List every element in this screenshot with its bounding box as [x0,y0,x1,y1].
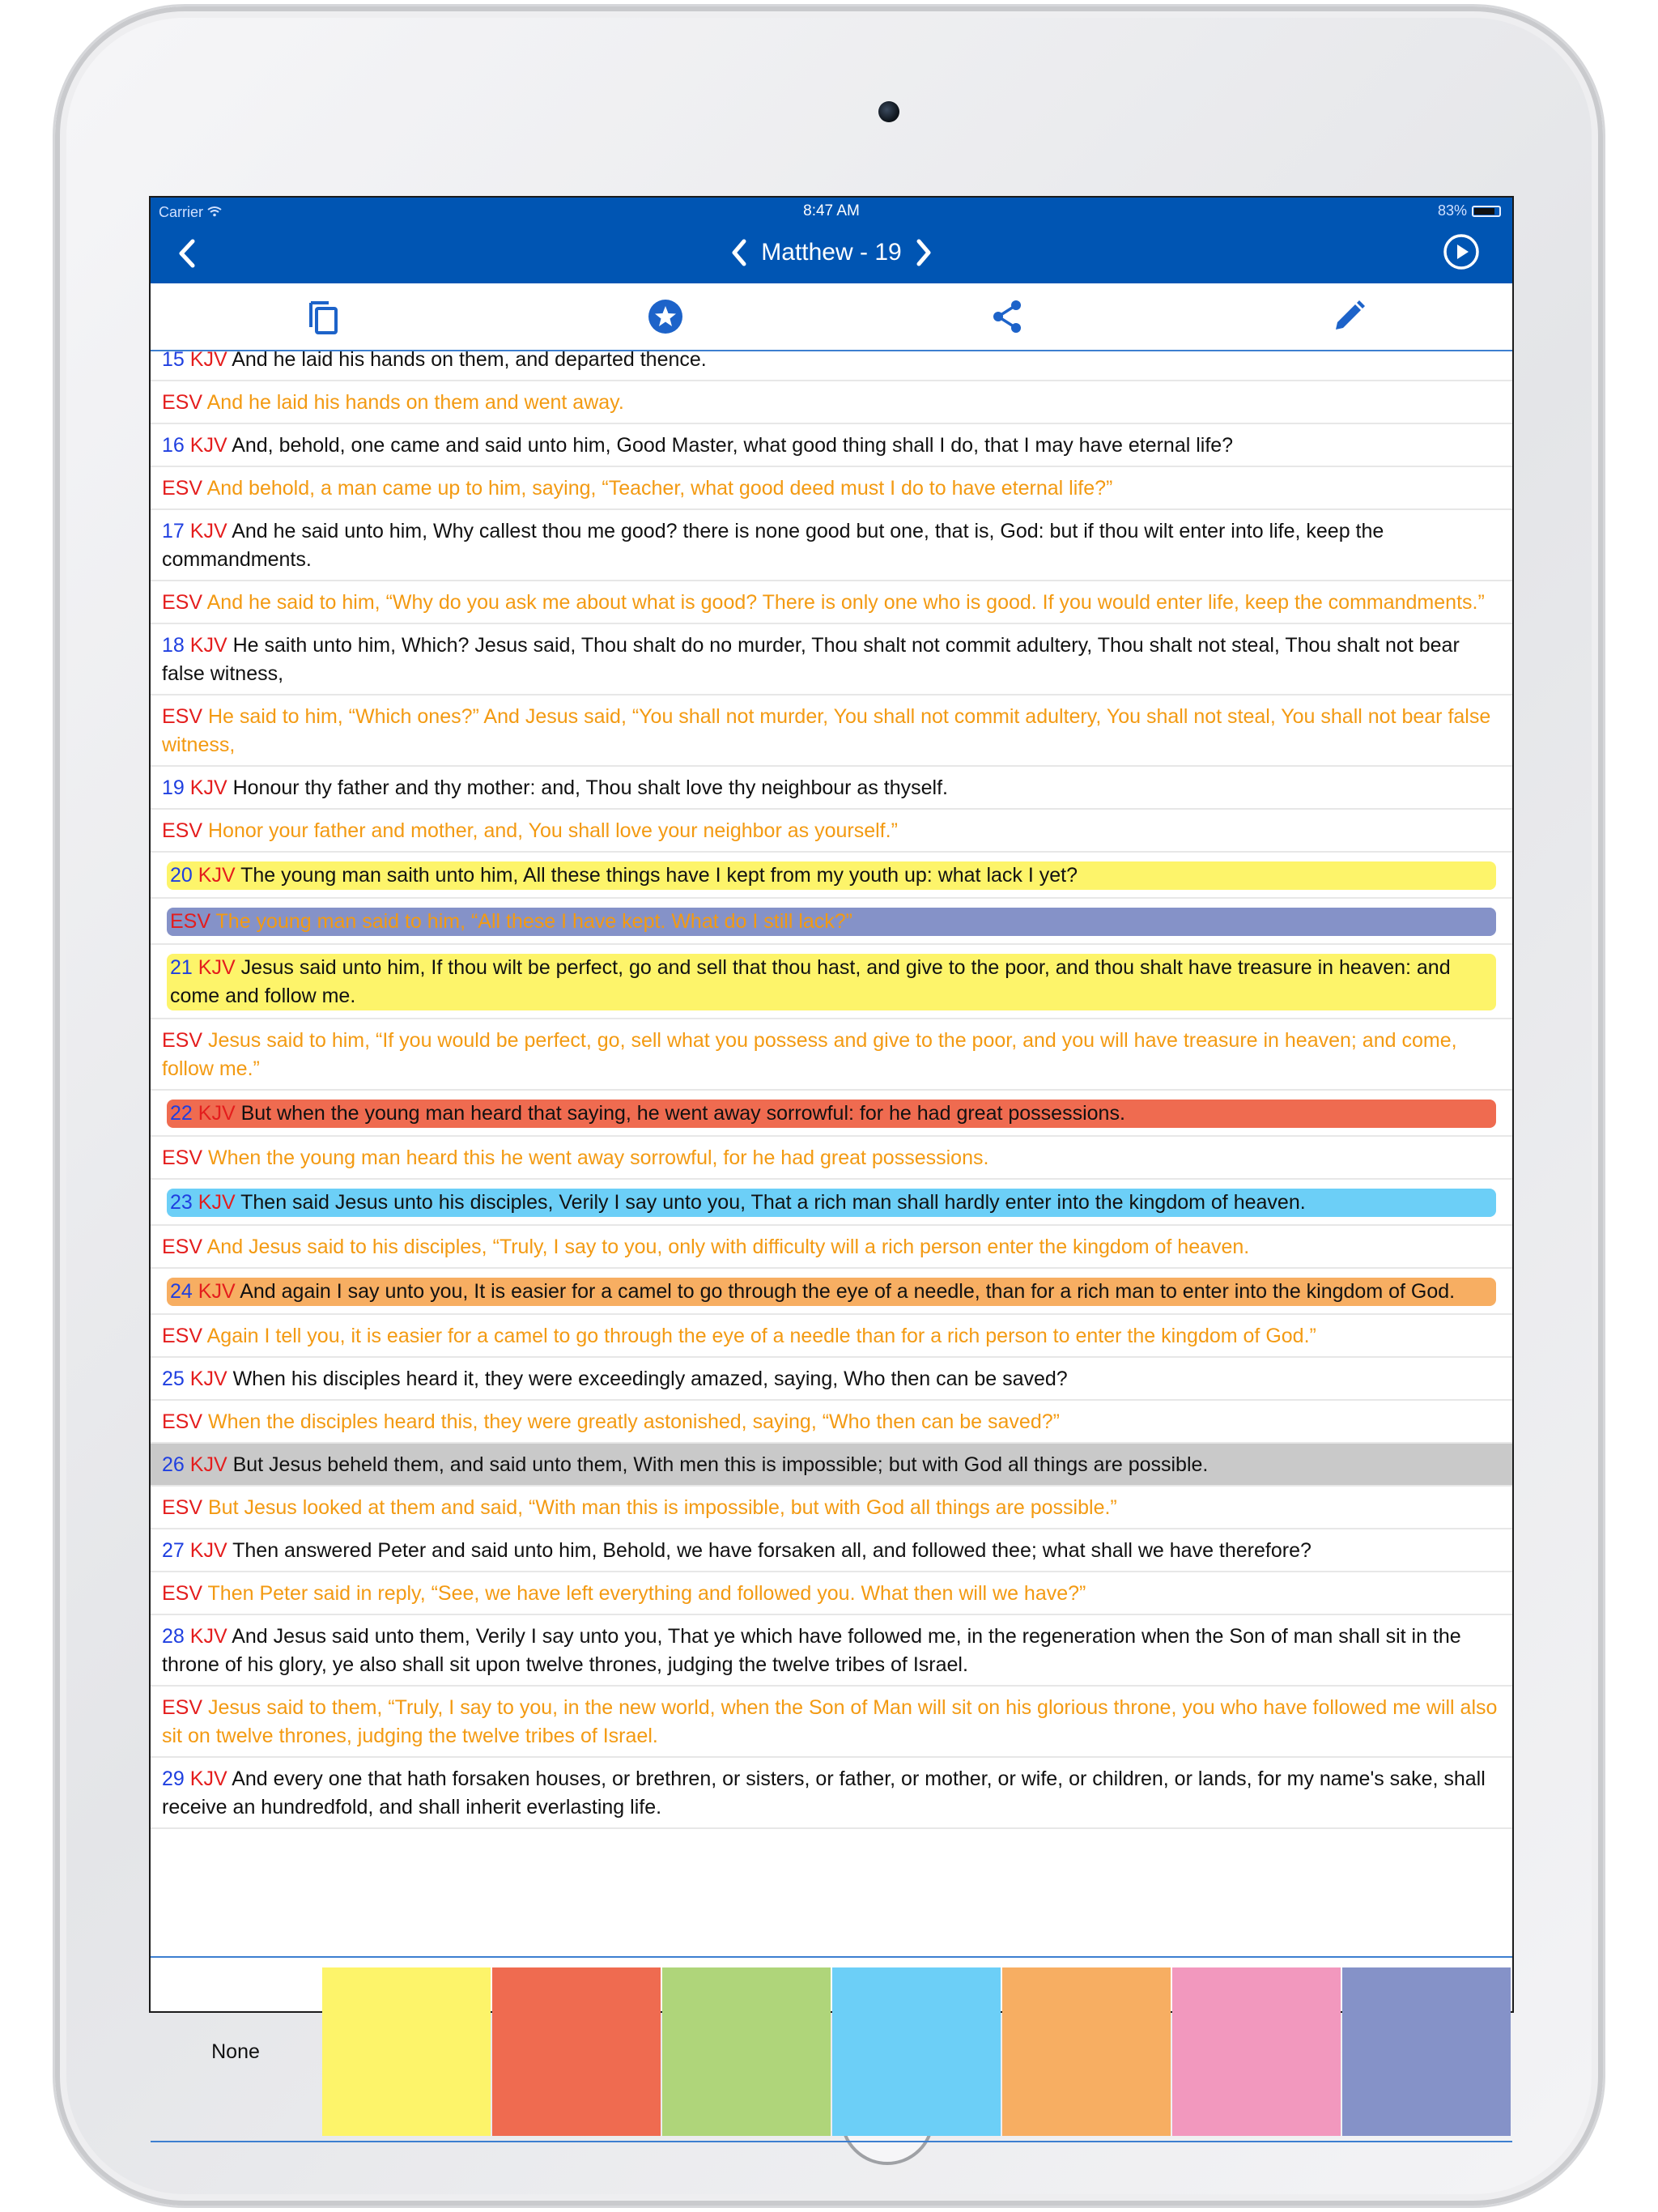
esv-text: When the disciples heard this, they were greatly astonished, saying, “Who then can be saved?” [207,1410,1060,1433]
swatch-orange[interactable] [1002,1967,1171,2136]
verse-row-esv[interactable] [151,810,1512,853]
esv-tag: ESV [162,1029,203,1052]
bookmark-button[interactable] [645,296,686,337]
esv-line[interactable] [162,1494,1501,1522]
swatch-pink[interactable] [1172,1967,1341,2136]
esv-line[interactable] [162,817,1501,845]
verse-row[interactable] [151,1444,1512,1487]
kjv-tag: KJV [189,348,227,371]
verse-row[interactable] [151,510,1512,581]
previous-chapter-icon[interactable] [729,236,750,269]
verse-number: 27 [162,1539,185,1562]
palette-divider-top [151,1956,1512,1958]
chapter-selector [151,236,1512,269]
verse-number: 26 [162,1453,185,1476]
kjv-text: Then said Jesus unto his disciples, Verily I say unto you, That a rich man shall hardly enter into the kingdom of heaven. [240,1191,1306,1214]
star-circle-icon [645,296,686,337]
esv-line[interactable] [162,1322,1501,1351]
verse-row-esv[interactable] [151,1226,1512,1269]
verse-number: 22 [170,1102,193,1125]
verse-list-content [151,338,1512,1829]
kjv-text: When his disciples heard it, they were exceedingly amazed, saying, Who then can be saved? [232,1368,1068,1390]
esv-text: Then Peter said in reply, “See, we have left everything and followed you. What then will we have?” [207,1582,1086,1605]
kjv-line[interactable] [162,632,1501,688]
highlight-none-button[interactable]: None [211,2040,260,2063]
esv-line[interactable] [162,589,1501,617]
verse-number: 21 [170,956,193,979]
verse-row-esv[interactable] [151,1401,1512,1444]
verse-row[interactable] [151,1269,1512,1315]
swatch-purple[interactable] [1342,1967,1511,2136]
kjv-text: And Jesus said unto them, Verily I say unto you, That ye which have followed me, in the regeneration when the Son of man shall sit in the throne of his glory, ye also shall sit upon twelve thrones, judging the twelve tribes of Israel. [162,1625,1461,1676]
esv-text: And he laid his hands on them and went away. [206,391,624,414]
esv-line[interactable] [162,703,1501,759]
esv-tag: ESV [162,1236,203,1258]
verse-row-esv[interactable] [151,1687,1512,1758]
kjv-line[interactable] [167,1278,1496,1306]
palette-divider-bottom [151,2141,1512,2142]
verse-row[interactable] [151,1180,1512,1226]
verse-row[interactable] [151,1091,1512,1137]
kjv-text: But Jesus beheld them, and said unto them, With men this is impossible; but with God all things are possible. [232,1453,1209,1476]
verse-row-esv[interactable] [151,1315,1512,1358]
kjv-tag: KJV [189,1539,227,1562]
verse-row-esv[interactable] [151,899,1512,945]
kjv-line[interactable] [167,954,1496,1010]
esv-tag: ESV [162,705,203,728]
status-battery [1438,202,1501,219]
app-screen [149,196,1514,2063]
kjv-text: He saith unto him, Which? Jesus said, Thou shalt do no murder, Thou shalt not commit adultery, Thou shalt not steal, Thou shalt not bear false witness, [162,634,1460,685]
kjv-text: Then answered Peter and said unto him, Behold, we have forsaken all, and followed thee; what shall we have therefore? [232,1539,1312,1562]
esv-text: Honor your father and mother, and, You shall love your neighbor as yourself.” [207,819,898,842]
kjv-tag: KJV [189,1368,227,1390]
verse-row-esv[interactable] [151,467,1512,510]
pencil-icon [1329,296,1369,337]
verse-row[interactable] [151,853,1512,899]
esv-text: Again I tell you, it is easier for a camel to go through the eye of a needle than for a rich person to enter the kingdom of God.” [206,1325,1316,1347]
kjv-tag: KJV [189,634,227,657]
kjv-tag: KJV [198,864,236,887]
esv-text: Jesus said to them, “Truly, I say to you, in the new world, when the Son of Man will sit on his glorious throne, you who have followed me will also sit on twelve thrones, judging the twelve tribes of Israel. [162,1696,1498,1747]
kjv-tag: KJV [189,434,227,457]
verse-list [151,348,1512,1961]
kjv-text: But when the young man heard that saying, he went away sorrowful: for he had great possessions. [240,1102,1125,1125]
verse-row-esv[interactable] [151,581,1512,624]
verse-number: 16 [162,434,185,457]
kjv-text: And every one that hath forsaken houses, or brethren, or sisters, or father, or mother, or wife, or children, or lands, for my name's sake, shall receive an hundredfold, and shall inherit everlasting life. [162,1767,1486,1819]
kjv-text: The young man saith unto him, All these things have I kept from my youth up: what lack I yet? [240,864,1078,887]
esv-text: Jesus said to him, “If you would be perfect, go, sell what you possess and give to the poor, and you will have treasure in heaven; and come, follow me.” [162,1029,1457,1080]
kjv-line[interactable] [162,432,1501,460]
verse-row-esv[interactable] [151,1487,1512,1529]
esv-tag: ESV [162,591,203,614]
kjv-line[interactable] [162,1623,1501,1679]
battery-percent: 83% [1437,202,1467,219]
swatch-red[interactable] [492,1967,661,2136]
kjv-line[interactable] [162,1451,1501,1479]
esv-text: But Jesus looked at them and said, “With man this is impossible, but with God all things are possible.” [207,1496,1117,1519]
kjv-tag: KJV [189,520,227,542]
esv-text: He said to him, “Which ones?” And Jesus said, “You shall not murder, You shall not commit adultery, You shall not steal, You shall not bear false witness, [162,705,1491,756]
kjv-tag: KJV [189,776,227,799]
kjv-tag: KJV [189,1767,227,1790]
kjv-tag: KJV [189,1453,227,1476]
verse-number: 29 [162,1767,185,1790]
esv-line[interactable] [167,908,1496,936]
kjv-tag: KJV [198,956,236,979]
copy-button[interactable] [303,296,343,337]
verse-row[interactable] [151,1358,1512,1401]
verse-row[interactable] [151,338,1512,381]
chapter-title[interactable]: Matthew - 19 [761,239,902,266]
verse-row-esv[interactable] [151,1137,1512,1180]
verse-number: 17 [162,520,185,542]
esv-tag: ESV [162,1496,203,1519]
verse-row[interactable] [151,424,1512,467]
verse-row[interactable] [151,624,1512,696]
verse-number: 25 [162,1368,185,1390]
highlight-color-palette [151,1967,1512,2136]
share-icon [987,296,1027,337]
verse-row[interactable] [151,1529,1512,1572]
esv-line[interactable] [162,1580,1501,1608]
esv-tag: ESV [162,391,203,414]
verse-number: 24 [170,1280,193,1303]
kjv-line[interactable] [162,774,1501,802]
kjv-line[interactable] [167,1189,1496,1217]
esv-line[interactable] [162,389,1501,417]
kjv-text: And he laid his hands on them, and departed thence. [232,348,707,371]
kjv-tag: KJV [198,1191,236,1214]
verse-number: 18 [162,634,185,657]
kjv-text: And, behold, one came and said unto him, Good Master, what good thing shall I do, that I may have eternal life? [232,434,1234,457]
next-chapter-icon[interactable] [913,236,934,269]
verse-row[interactable] [151,1758,1512,1829]
verse-row-esv[interactable] [151,381,1512,424]
kjv-text: Honour thy father and thy mother: and, Thou shalt love thy neighbour as thyself. [232,776,948,799]
kjv-line[interactable] [162,1365,1501,1393]
esv-line[interactable] [162,1694,1501,1750]
swatch-blue[interactable] [832,1967,1001,2136]
verse-row-esv[interactable] [151,1019,1512,1091]
kjv-line[interactable] [162,1765,1501,1822]
kjv-tag: KJV [198,1102,236,1125]
verse-number: 15 [162,348,185,371]
copy-icon [303,296,343,337]
kjv-tag: KJV [198,1280,236,1303]
esv-line[interactable] [162,1408,1501,1436]
verse-row[interactable] [151,1615,1512,1687]
verse-row[interactable] [151,767,1512,810]
esv-tag: ESV [162,1325,203,1347]
battery-level [1474,208,1494,215]
esv-line[interactable] [162,1233,1501,1261]
kjv-text: And again I say unto you, It is easier for a camel to go through the eye of a needle, than for a rich man to enter into the kingdom of God. [240,1280,1456,1303]
verse-row-esv[interactable] [151,1572,1512,1615]
front-camera [878,101,899,122]
esv-tag: ESV [162,477,203,500]
play-audio-button[interactable] [1443,233,1480,270]
esv-line[interactable] [162,1144,1501,1172]
esv-line[interactable] [162,474,1501,503]
kjv-text: And he said unto him, Why callest thou me good? there is none good but one, that is, God: but if thou wilt enter into life, keep the commandments. [162,520,1384,571]
esv-text: And he said to him, “Why do you ask me about what is good? There is only one who is good. If you would enter life, keep the commandments.” [206,591,1485,614]
verse-number: 23 [170,1191,193,1214]
esv-tag: ESV [162,1410,203,1433]
play-circle-icon [1443,233,1480,270]
kjv-tag: KJV [189,1625,227,1648]
esv-text: The young man said to him, “All these I have kept. What do I still lack?” [215,910,853,933]
navigation-bar [151,198,1512,283]
esv-text: When the young man heard this he went away sorrowful, for he had great possessions. [207,1146,989,1169]
swatch-green[interactable] [662,1967,831,2136]
verse-number: 19 [162,776,185,799]
share-button[interactable] [987,296,1027,337]
esv-tag: ESV [162,819,203,842]
esv-tag: ESV [162,1582,203,1605]
kjv-line[interactable] [167,1100,1496,1128]
verse-number: 28 [162,1625,185,1648]
kjv-line[interactable] [162,1537,1501,1565]
swatch-yellow[interactable] [322,1967,491,2136]
verse-row-esv[interactable] [151,696,1512,767]
kjv-text: Jesus said unto him, If thou wilt be perfect, go and sell that thou hast, and give to the poor, and thou shalt have treasure in heaven: and come and follow me. [170,956,1451,1007]
esv-line[interactable] [162,1027,1501,1083]
esv-text: And Jesus said to his disciples, “Truly, I say to you, only with difficulty will a rich person enter the kingdom of heaven. [206,1236,1250,1258]
esv-tag: ESV [162,1696,203,1719]
status-time: 8:47 AM [803,202,860,219]
esv-tag: ESV [170,910,211,933]
battery-icon [1472,206,1501,217]
verse-number: 20 [170,864,193,887]
kjv-line[interactable] [162,517,1501,574]
verse-row[interactable] [151,945,1512,1019]
edit-note-button[interactable] [1329,296,1369,337]
kjv-line[interactable] [162,346,1501,374]
esv-text: And behold, a man came up to him, saying, “Teacher, what good deed must I do to have eternal life?” [206,477,1113,500]
esv-tag: ESV [162,1146,203,1169]
carrier-label: Carrier [159,204,204,220]
kjv-line[interactable] [167,861,1496,890]
